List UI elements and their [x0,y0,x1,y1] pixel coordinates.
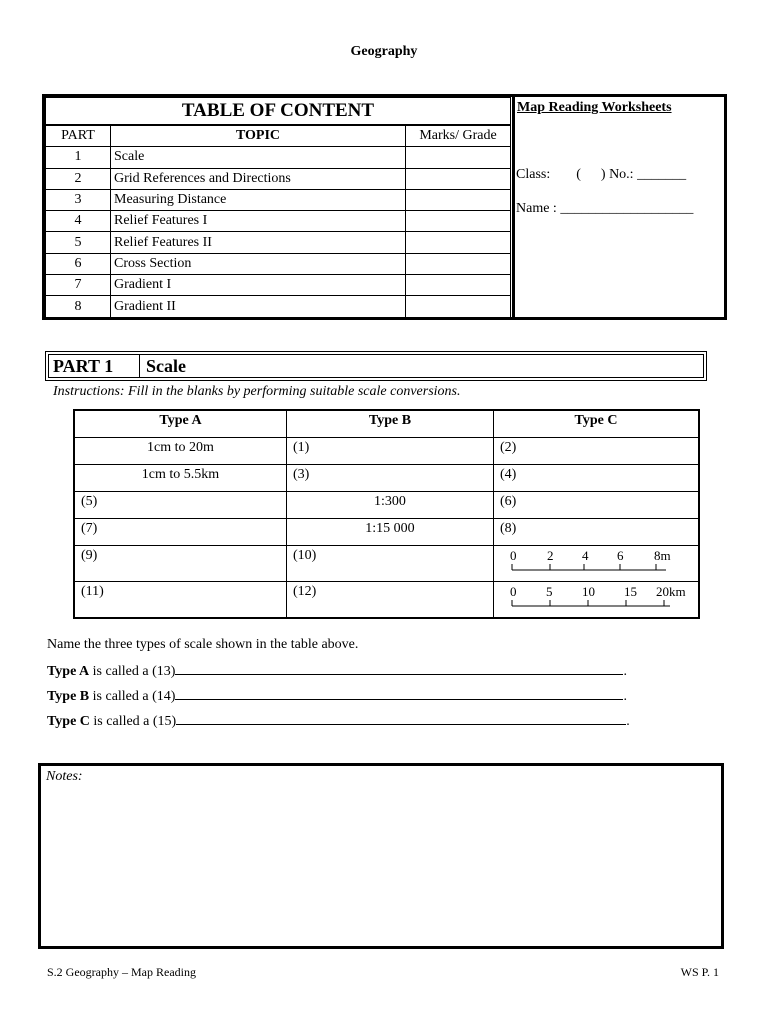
toc-part: 4 [46,211,111,232]
table-row [74,519,699,546]
col-type-c: Type C [494,410,700,438]
question-type: Type B [47,689,90,704]
toc-marks-cell[interactable] [406,253,511,274]
bar-tick-label: 5 [546,584,553,599]
table-row [74,582,699,619]
toc-col-topic: TOPIC [111,125,406,147]
bar-tick-label: 0 [510,548,517,563]
period: . [623,689,627,704]
answer-cell[interactable]: (12) [287,582,494,619]
answer-cell[interactable]: (1) [287,438,494,465]
table-row [46,168,511,189]
toc-part: 1 [46,147,111,168]
toc-col-part: PART [46,125,111,147]
toc-part: 8 [46,296,111,317]
answer-cell[interactable]: (6) [494,492,700,519]
class-line [516,167,686,183]
answer-cell[interactable]: (9) [74,546,287,582]
answer-cell[interactable]: (11) [74,582,287,619]
col-type-b: Type B [287,410,494,438]
bar-tick-label: 8m [654,548,671,563]
toc-topic: Grid References and Directions [111,168,406,189]
part-name: Scale [146,356,186,376]
toc-topic: Measuring Distance [111,189,406,210]
table-row [74,546,699,582]
toc-table [45,97,511,318]
toc-marks-cell[interactable] [406,232,511,253]
answer-cell[interactable]: (10) [287,546,494,582]
bar-tick-label: 6 [617,548,624,563]
question-text: is called a (13) [89,664,176,679]
instructions: Instructions: Fill in the blanks by performing suitable scale conversions. [53,384,461,399]
toc-topic: Relief Features I [111,211,406,232]
toc-marks-cell[interactable] [406,296,511,317]
toc-part: 3 [46,189,111,210]
cell: 1cm to 20m [74,438,287,465]
worksheet-title: Map Reading Worksheets [517,100,672,115]
question-prompt: Name the three types of scale shown in the table above. [47,637,359,652]
answer-blank[interactable] [175,687,623,700]
table-row [46,253,511,274]
toc-marks-cell[interactable] [406,211,511,232]
toc-topic: Cross Section [111,253,406,274]
part-header [45,351,707,381]
table-row [74,492,699,519]
question-line [47,687,627,705]
answer-cell[interactable]: (2) [494,438,700,465]
scale-bar-1 [500,548,692,576]
bar-tick-label: 15 [624,584,637,599]
toc-topic: Gradient I [111,275,406,296]
bar-tick-label: 20km [656,584,686,599]
period: . [626,714,630,729]
question-line [47,662,627,680]
answer-cell[interactable]: (3) [287,465,494,492]
question-text: is called a (15) [89,714,177,729]
part-number: PART 1 [49,355,140,377]
toc-topic: Relief Features II [111,232,406,253]
answer-blank[interactable] [176,712,626,725]
name-line[interactable]: Name : ___________________ [516,201,694,216]
table-row [74,438,699,465]
table-row [46,211,511,232]
answer-cell[interactable]: (5) [74,492,287,519]
scale-bar-cell [494,582,700,619]
question-type: Type C [47,714,90,729]
scale-table [73,409,700,619]
class-paren: ( [576,167,581,182]
notes-label: Notes: [46,769,83,784]
footer-left: S.2 Geography – Map Reading [47,965,196,979]
toc-part: 2 [46,168,111,189]
no-label[interactable]: ) No.: _______ [600,167,687,182]
period: . [623,664,627,679]
notes-box[interactable] [38,763,724,949]
toc-marks-cell[interactable] [406,189,511,210]
worksheet-info [512,97,727,317]
toc-heading: TABLE OF CONTENT [46,98,511,126]
toc-marks-cell[interactable] [406,147,511,168]
toc-marks-cell[interactable] [406,275,511,296]
class-label: Class: [516,167,551,182]
scale-bar-line-icon [510,596,680,608]
cell: 1:15 000 [287,519,494,546]
toc-topic: Gradient II [111,296,406,317]
toc-part: 5 [46,232,111,253]
question-type: Type A [47,664,90,679]
bar-tick-label: 2 [547,548,554,563]
table-row [46,296,511,317]
question-line [47,712,630,730]
col-type-a: Type A [74,410,287,438]
toc-part: 6 [46,253,111,274]
scale-bar-2 [500,584,692,612]
bar-tick-label: 10 [582,584,595,599]
toc-box [42,94,727,320]
page-title: Geography [350,44,418,59]
answer-cell[interactable]: (7) [74,519,287,546]
answer-cell[interactable]: (4) [494,465,700,492]
scale-bar-cell [494,546,700,582]
table-row [74,465,699,492]
toc-marks-cell[interactable] [406,168,511,189]
toc-part: 7 [46,275,111,296]
bar-tick-label: 4 [582,548,589,563]
table-row [46,147,511,168]
question-text: is called a (14) [89,689,176,704]
cell: 1:300 [287,492,494,519]
answer-blank[interactable] [175,662,623,675]
scale-bar-line-icon [510,560,670,572]
toc-col-marks: Marks/ Grade [406,125,511,147]
bar-tick-label: 0 [510,584,517,599]
cell: 1cm to 5.5km [74,465,287,492]
answer-cell[interactable]: (8) [494,519,700,546]
footer-right: WS P. 1 [680,965,719,979]
table-row [46,232,511,253]
table-row [46,275,511,296]
toc-topic: Scale [111,147,406,168]
table-row [46,189,511,210]
